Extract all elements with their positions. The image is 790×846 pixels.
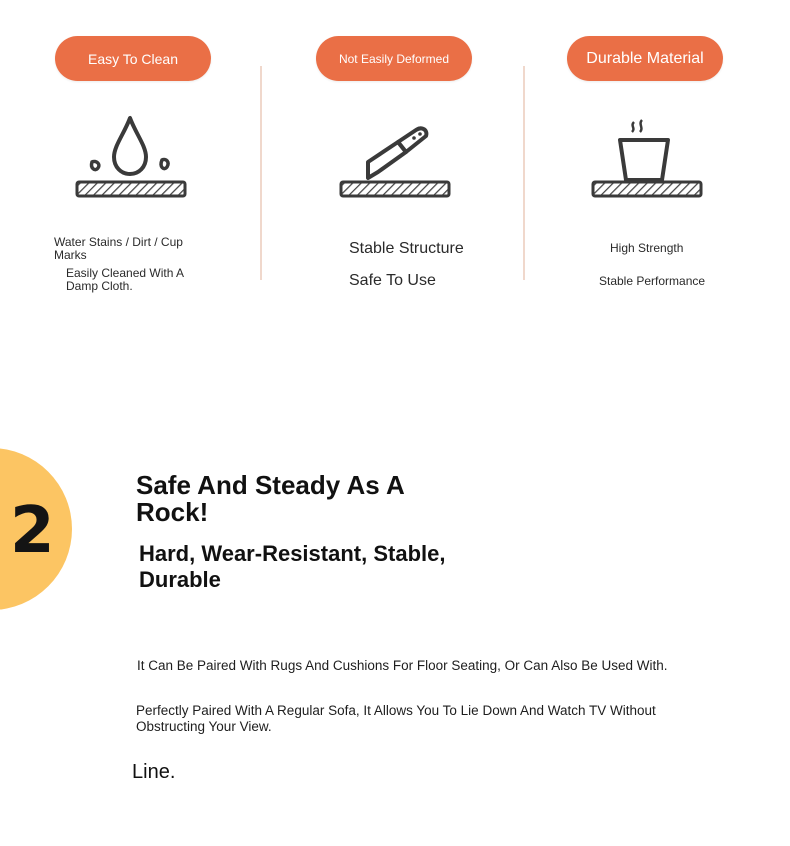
body-paragraph: Obstructing Your View.	[136, 719, 272, 734]
section-subtitle-line: Durable	[139, 567, 221, 592]
body-paragraph: It Can Be Paired With Rugs And Cushions For Floor Seating, Or Can Also Be Used With.	[137, 658, 668, 673]
feature-text: Easily Cleaned With A	[66, 266, 185, 280]
body-paragraph: Perfectly Paired With A Regular Sofa, It Allows You To Lie Down And Watch TV Without	[136, 703, 656, 718]
feature-text: Damp Cloth.	[66, 279, 133, 293]
feature-text: Water Stains / Dirt / Cup	[54, 235, 183, 249]
tail-text: Line.	[132, 761, 176, 783]
knife-icon	[338, 112, 452, 200]
pill-not-easily-deformed	[316, 36, 472, 81]
feature-text: Marks	[54, 248, 87, 262]
pill-label: Not Easily Deformed	[338, 51, 450, 66]
section-title-line: Rock!	[136, 497, 209, 527]
column-divider	[260, 66, 262, 280]
feature-text: Safe To Use	[349, 272, 436, 289]
hot-cup-icon	[590, 112, 704, 200]
pill-durable-material	[567, 36, 723, 81]
section-subtitle-line: Hard, Wear-Resistant, Stable,	[139, 541, 446, 566]
pill-label: Easy To Clean	[87, 50, 178, 67]
water-drop-icon	[74, 112, 188, 200]
section-title-line: Safe And Steady As A	[136, 470, 405, 500]
feature-text: Stable Performance	[599, 274, 706, 288]
feature-text: Stable Structure	[349, 240, 464, 257]
section-number: 2	[10, 494, 55, 568]
pill-label: Durable Material	[586, 49, 704, 67]
feature-text: High Strength	[610, 241, 684, 255]
pill-easy-to-clean	[55, 36, 211, 81]
column-divider	[523, 66, 525, 280]
